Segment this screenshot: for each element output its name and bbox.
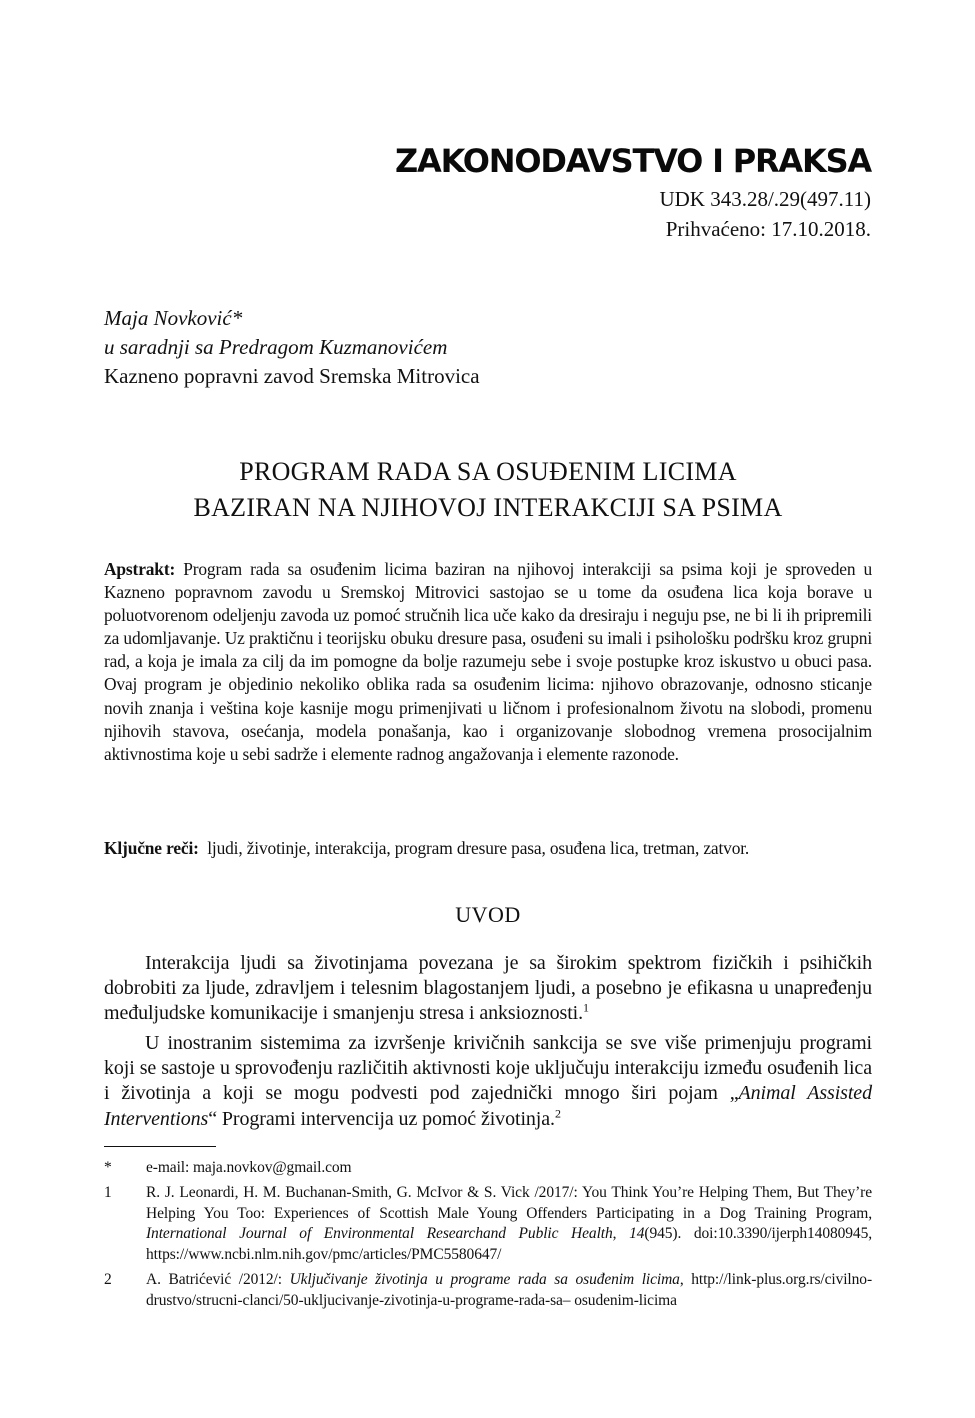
footnote-link[interactable]: (945). doi:10.3390/ijerph14080945, https://www.ncbi.nlm.nih.gov/pmc/articles/PMC5580647/ — [146, 1225, 873, 1263]
footnote-link[interactable]: , http://link-plus.org.rs/civilno-drustvo/strucni-clanci/50-ukljucivanje-zivotinja-u-programe-rada-sa– osudenim-licima — [146, 1271, 873, 1309]
author-name: Maja Novković* — [104, 306, 243, 330]
abstract-text: Program rada sa osuđenim licima baziran na njihovoj interakciji sa psima koji je sproveden u Kazneno popravnom zavodu u Sremskoj Mitrovici sastojao se u tome da osuđena lica koja borave u poluotvorenom odeljenju zavoda uz pomoć stručnih lica uče kako da dresiraju i neguju pse, ne bi li ih pripremili za udomljavanje. Uz praktičnu i teorijsku obuku dresure pasa, osuđeni su imali i psihološku podršku kroz grupni rad, a koja je imala za cilj da im pomogne da bolje razumeju sebe i svoje postupke kroz iskustvo u obuci pasa. Ovaj program je objedinio nekoliko oblika rada sa osuđenim licima: njihovo obrazovanje, odnosno sticanje novih znanja i veština koje kasnije mogu primenjivati u ličnom i profesionalnom životu na slobodi, promenu njihovih stavova, osećanja, modela ponašanja, kao i organizovanje slobodnog vremena prosocijalnim aktivnostima koje u sebi sadrže i elemente radnog angažovanja i elemente razonode. — [104, 559, 872, 764]
italic-term: Animal Assisted Interventions — [104, 1082, 872, 1130]
paper-title — [104, 454, 872, 526]
footnote-citation: A. Batrićević /2012/: — [146, 1271, 290, 1288]
section-heading: UVOD — [455, 902, 521, 927]
footnote — [104, 1158, 872, 1179]
body-paragraph — [104, 951, 872, 1027]
keywords-label: Ključne reči: — [104, 838, 199, 858]
footnote-ref[interactable]: 1 — [583, 1000, 589, 1015]
footnote-mark: * — [104, 1159, 112, 1176]
volume: 14 — [629, 1225, 645, 1243]
footnote-citation: R. J. Leonardi, H. M. Buchanan-Smith, G. McIvor & S. Vick /2017/: You Think You’re Helping Them, But They’re Helping You Too: Experiences of Scottish Male Young Offenders Participating in a Dog Training Program, — [146, 1184, 872, 1222]
paragraph-text: “ Programi intervencija uz pomoć životinja. — [208, 1107, 555, 1130]
affiliation: Kazneno popravni zavod Sremska Mitrovica — [104, 364, 480, 388]
author-block — [104, 304, 480, 391]
footnote — [104, 1270, 872, 1311]
abstract — [104, 558, 872, 766]
paragraph-text: U inostranim sistemima za izvršenje krivičnih sankcija se sve više primenjuju programi koji se sastoje u sprovođenju različitih aktivnosti koje uključuju interakciju između osuđenih lica i životinja a koji se mogu podvesti pod zajednički mnogo širi pojam „ — [104, 1032, 872, 1105]
collaborator: u saradnji sa Predragom Kuzmanovićem — [104, 335, 448, 359]
body-paragraph — [104, 1031, 872, 1132]
footnote-mark: 1 — [104, 1184, 112, 1201]
footnote — [104, 1183, 872, 1265]
footnote-text — [146, 1183, 872, 1265]
cited-title: Uključivanje životinja u programe rada sa osuđenim licima — [289, 1271, 680, 1288]
footnote-divider — [104, 1146, 216, 1147]
keywords-text: ljudi, životinje, interakcija, program dresure pasa, osuđena lica, tretman, zatvor. — [207, 838, 750, 858]
journal-title: ZAKONODAVSTVO I PRAKSA — [395, 142, 871, 180]
separator: , — [612, 1225, 630, 1243]
keywords — [104, 838, 872, 859]
paragraph-text: Interakcija ljudi sa životinjama povezana je sa širokim spektrom fizičkih i psihičkih dobrobiti za ljude, zdravljem i telesnim blagostanjem ljudi, a posebno je efikasna u unapređenju međuljudske komunikacije i smanjenju stresa i anksioznosti. — [104, 952, 872, 1025]
footnote-text: e-mail: maja.novkov@gmail.com — [146, 1159, 352, 1176]
journal-name: International Journal of Environmental Researchand Public Health — [146, 1225, 613, 1243]
paper-title-line-2: BAZIRAN NA NJIHOVOJ INTERAKCIJI SA PSIMA — [193, 493, 783, 522]
footnote-text — [146, 1270, 872, 1311]
udk-code: UDK 343.28/.29(497.11) — [659, 187, 871, 211]
footnote-mark: 2 — [104, 1271, 112, 1288]
paper-title-line-1: PROGRAM RADA SA OSUĐENIM LICIMA — [239, 457, 737, 486]
abstract-label: Apstrakt: — [104, 559, 176, 579]
footnote-ref[interactable]: 2 — [554, 1105, 561, 1120]
accepted-date: Prihvaćeno: 17.10.2018. — [665, 217, 871, 241]
